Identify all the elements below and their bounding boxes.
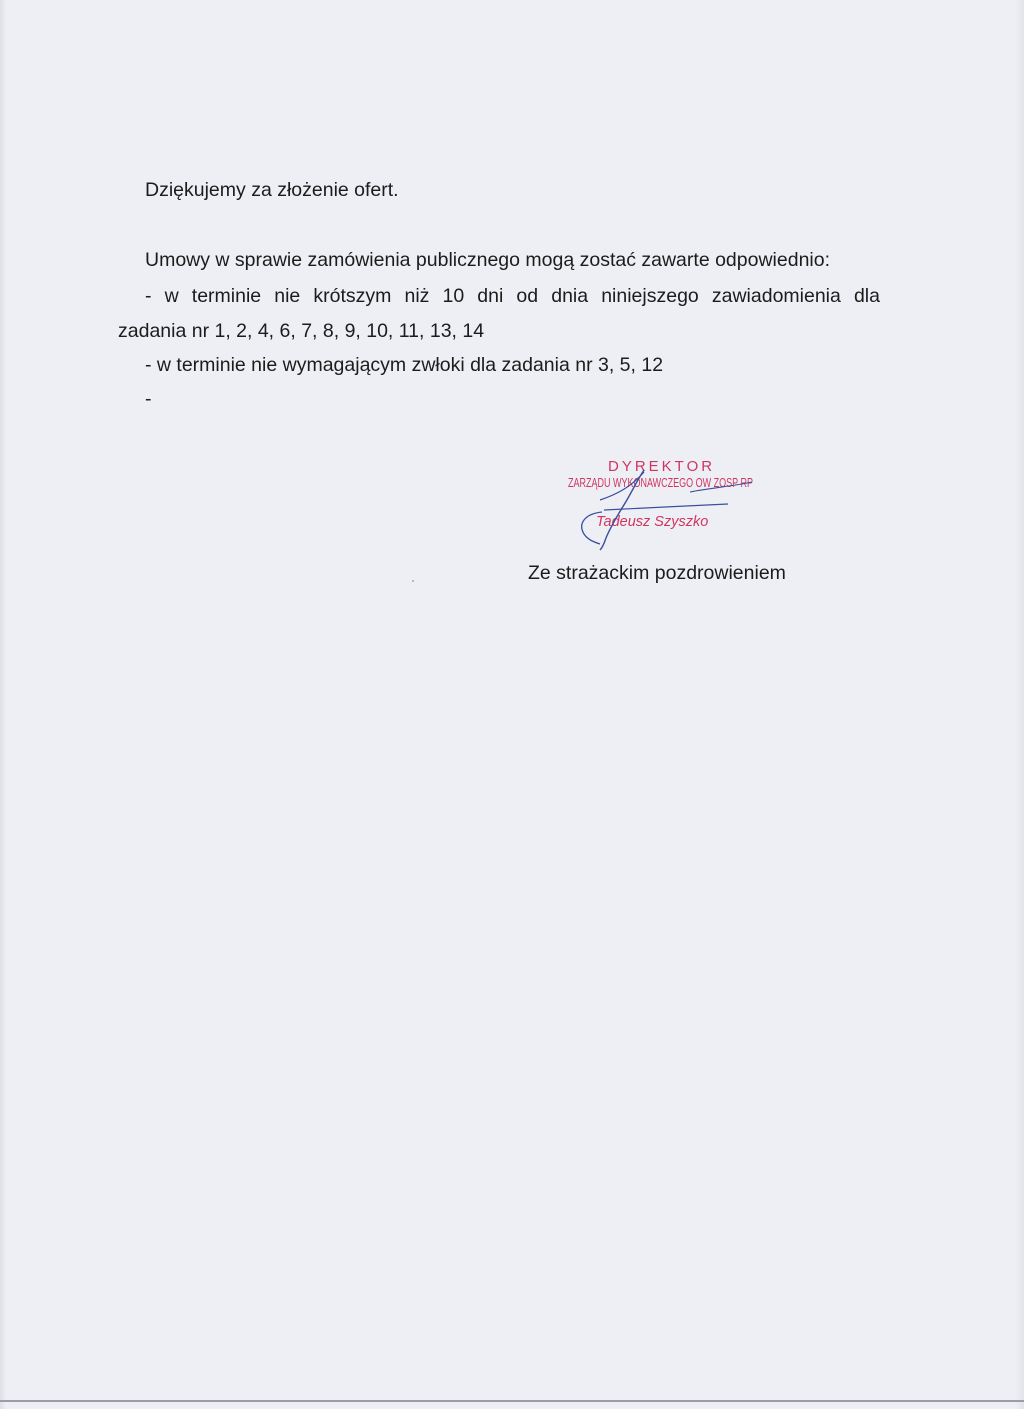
intro-sentence: Umowy w sprawie zamówienia publicznego mogą zostać zawarte odpowiednio: xyxy=(145,249,831,271)
closing-salutation: Ze strażackim pozdrowieniem xyxy=(528,562,786,584)
list-item-empty-dash: - xyxy=(145,388,152,410)
stamp-name: Tadeusz Szyszko xyxy=(596,514,709,530)
director-stamp xyxy=(560,452,775,552)
handwritten-signature xyxy=(560,452,775,552)
list-item-first-line: - w terminie nie krótszym niż 10 dni od dnia niniejszego zawiadomienia dla xyxy=(145,285,880,307)
scan-speck xyxy=(412,580,414,582)
stamp-title: DYREKTOR xyxy=(608,458,716,475)
stamp-organization: ZARZĄDU WYKONAWCZEGO OW ZOSP RP xyxy=(568,476,754,490)
list-item-second: - w terminie nie wymagającym zwłoki dla zadania nr 3, 5, 12 xyxy=(145,354,664,376)
page-bottom-edge xyxy=(0,1400,1024,1402)
list-item-first-continuation: zadania nr 1, 2, 4, 6, 7, 8, 9, 10, 11, 13, 14 xyxy=(118,320,485,342)
thanks-sentence: Dziękujemy za złożenie ofert. xyxy=(145,179,399,201)
